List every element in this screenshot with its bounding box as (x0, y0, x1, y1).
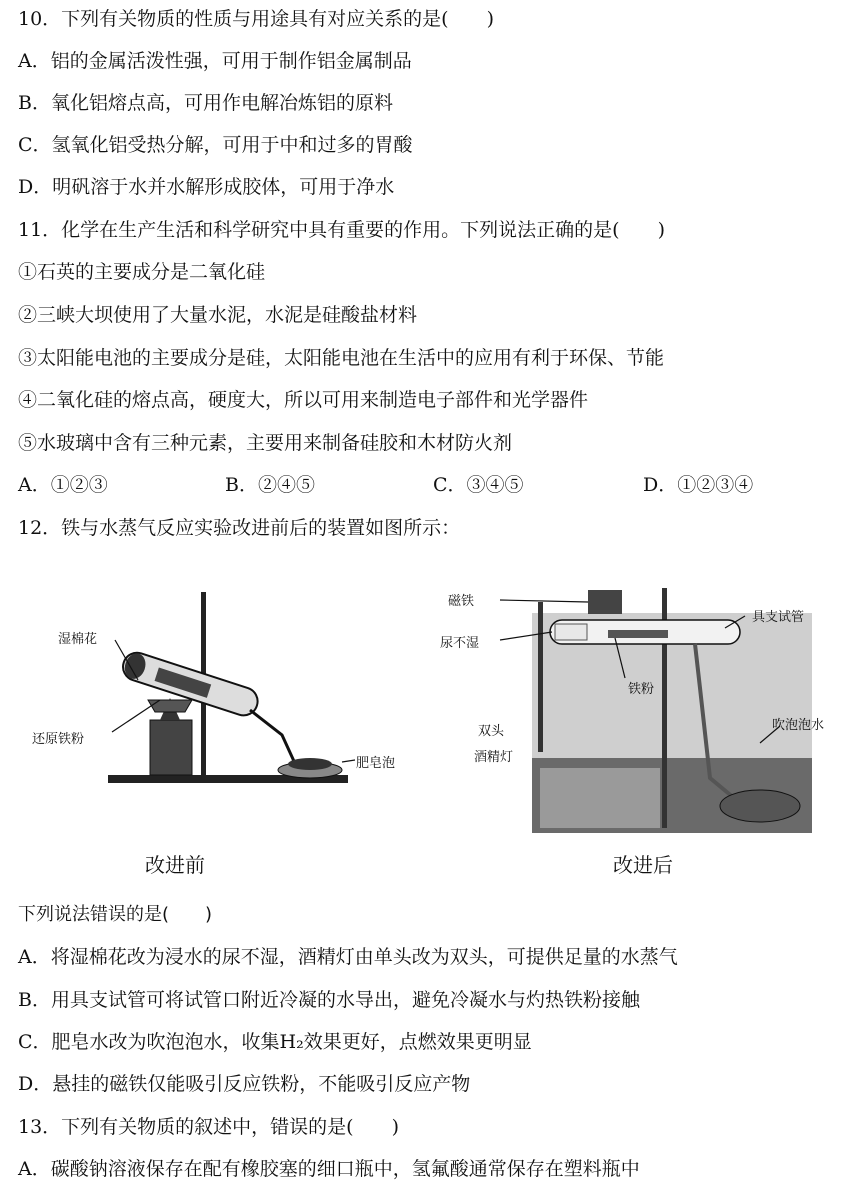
q13-option-a: A．碳酸钠溶液保存在配有橡胶塞的细口瓶中，氢氟酸通常保存在塑料瓶中 (18, 1158, 640, 1180)
q11-statement-3: ③太阳能电池的主要成分是硅，太阳能电池在生活中的应用有利于环保、节能 (18, 347, 665, 369)
label-magnet: 磁铁 (448, 594, 475, 609)
q12-stem: 12．铁与水蒸气反应实验改进前后的装置如图所示： (18, 517, 461, 539)
label-wet-cotton: 湿棉花 (58, 632, 98, 647)
q12-option-d: D．悬挂的磁铁仅能吸引反应铁粉，不能吸引反应产物 (18, 1073, 471, 1095)
q12-option-c: C．肥皂水改为吹泡泡水，收集H₂效果更好，点燃效果更明显 (18, 1031, 532, 1053)
figure-before (20, 570, 420, 840)
label-soap-bubble: 肥皂泡 (356, 756, 396, 771)
q10-option-c: C．氢氧化铝受热分解，可用于中和过多的胃酸 (18, 134, 413, 156)
q10-stem: 10．下列有关物质的性质与用途具有对应关系的是( ) (18, 8, 495, 30)
q11-option-d: D．①②③④ (643, 474, 754, 496)
caption-before: 改进前 (145, 853, 205, 877)
caption-after: 改进后 (613, 853, 673, 877)
q13-stem: 13．下列有关物质的叙述中，错误的是( ) (18, 1116, 400, 1138)
label-iron-powder-after: 铁粉 (628, 682, 655, 697)
label-alcohol-lamp: 酒精灯 (474, 750, 514, 765)
q10-option-b: B．氧化铝熔点高，可用作电解冶炼铝的原料 (18, 92, 393, 114)
q12-option-a: A．将湿棉花改为浸水的尿不湿，酒精灯由单头改为双头，可提供足量的水蒸气 (18, 946, 678, 968)
q11-statement-5: ⑤水玻璃中含有三种元素，主要用来制备硅胶和木材防火剂 (18, 432, 513, 454)
q11-option-c: C．③④⑤ (433, 474, 524, 496)
q10-option-d: D．明矾溶于水并水解形成胶体，可用于净水 (18, 176, 395, 198)
q12-question: 下列说法错误的是( ) (18, 904, 213, 925)
q11-option-a: A．①②③ (18, 474, 108, 496)
q11-stem: 11．化学在生产生活和科学研究中具有重要的作用。下列说法正确的是( ) (18, 219, 666, 241)
label-double-head: 双头 (478, 724, 505, 739)
q11-statement-2: ②三峡大坝使用了大量水泥，水泥是硅酸盐材料 (18, 304, 418, 326)
label-diaper: 尿不湿 (440, 636, 480, 651)
label-branch-tube: 具支试管 (752, 610, 805, 625)
q11-option-b: B．②④⑤ (225, 474, 315, 496)
label-bubble-water: 吹泡泡水 (772, 718, 825, 733)
q12-option-b: B．用具支试管可将试管口附近冷凝的水导出，避免冷凝水与灼热铁粉接触 (18, 989, 640, 1011)
figure-after (440, 578, 840, 840)
q10-option-a: A．铝的金属活泼性强，可用于制作铝金属制品 (18, 50, 412, 72)
q11-statement-1: ①石英的主要成分是二氧化硅 (18, 261, 266, 283)
q11-statement-4: ④二氧化硅的熔点高，硬度大，所以可用来制造电子部件和光学器件 (18, 389, 589, 411)
apparatus-before-drawing (20, 570, 420, 840)
label-iron-powder: 还原铁粉 (32, 732, 85, 747)
